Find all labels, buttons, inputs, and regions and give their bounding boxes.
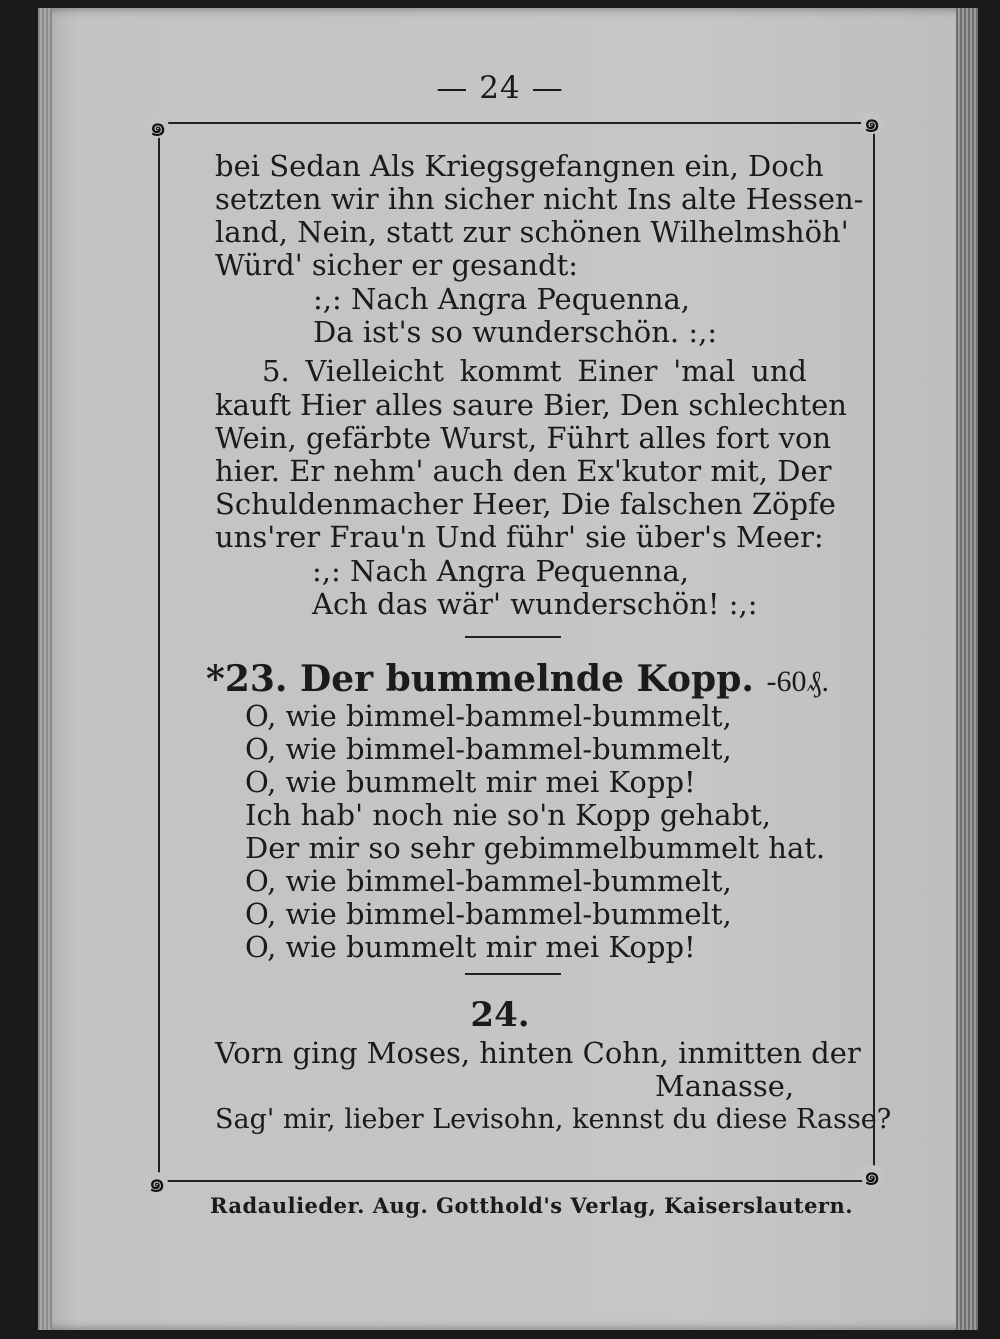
verse5-line: hier. Er nehm' auch den Ex'kutor mit, Der: [215, 454, 832, 488]
publisher-footer: Radaulieder. Aug. Gotthold's Verlag, Kaiserslautern.: [210, 1193, 854, 1218]
song-23-line: O, wie bimmel-bammel-bummelt,: [245, 897, 732, 931]
song-24-line: Manasse,: [655, 1069, 795, 1103]
corner-ornament-icon: ๑: [861, 112, 883, 134]
section-divider: [465, 636, 561, 638]
refrain-line: Da ist's so wunderschön. :,:: [313, 315, 718, 349]
verse4-line: setzten wir ihn sicher nicht Ins alte Hessen-: [215, 182, 864, 216]
verse5-line: uns'rer Frau'n Und führ' sie über's Meer:: [215, 520, 824, 554]
song-23-line: O, wie bummelt mir mei Kopp!: [245, 930, 696, 964]
song-24-line: Vorn ging Moses, hinten Cohn, inmitten der: [215, 1036, 861, 1070]
corner-ornament-icon: ๑: [147, 116, 169, 138]
verse5-line: 5. Vielleicht kommt Einer 'mal und: [262, 354, 807, 388]
corner-ornament-icon: ๑: [861, 1165, 883, 1187]
song-24-line: Sag' mir, lieber Levisohn, kennst du diese Rasse?: [215, 1104, 892, 1135]
song-23-line: O, wie bimmel-bammel-bummelt,: [245, 864, 732, 898]
song-23-line: Ich hab' noch nie so'n Kopp gehabt,: [245, 798, 771, 832]
song-23-title: Der bummelnde Kopp.: [300, 658, 754, 700]
song-24-number: 24.: [470, 995, 530, 1035]
song-23-heading: [206, 658, 829, 700]
verse4-line: bei Sedan Als Kriegsgefangnen ein, Doch: [215, 149, 824, 183]
page-edge: [956, 8, 978, 1330]
song-23-line: O, wie bummelt mir mei Kopp!: [245, 765, 696, 799]
verse5-line: Schuldenmacher Heer, Die falschen Zöpfe: [215, 487, 836, 521]
song-23-number: *23.: [206, 658, 288, 700]
song-23-line: O, wie bimmel-bammel-bummelt,: [245, 699, 732, 733]
refrain-line: :,: Nach Angra Pequenna,: [313, 282, 690, 316]
refrain-line: :,: Nach Angra Pequenna,: [312, 554, 689, 588]
corner-ornament-icon: ๑: [146, 1172, 168, 1194]
refrain-line: Ach das wär' wunderschön! :,:: [312, 587, 758, 621]
page-number: — 24 —: [436, 70, 564, 106]
song-23-line: O, wie bimmel-bammel-bummelt,: [245, 732, 732, 766]
verse5-line: Wein, gefärbte Wurst, Führt alles fort von: [215, 421, 832, 455]
song-23-price: -60₰.: [766, 665, 829, 698]
page-spine: [38, 8, 52, 1330]
song-23-line: Der mir so sehr gebimmelbummelt hat.: [245, 831, 826, 865]
section-divider: [465, 973, 561, 975]
verse4-line: Würd' sicher er gesandt:: [215, 248, 579, 282]
verse5-line: kauft Hier alles saure Bier, Den schlechten: [215, 388, 847, 422]
verse4-line: land, Nein, statt zur schönen Wilhelmshöh': [215, 215, 849, 249]
